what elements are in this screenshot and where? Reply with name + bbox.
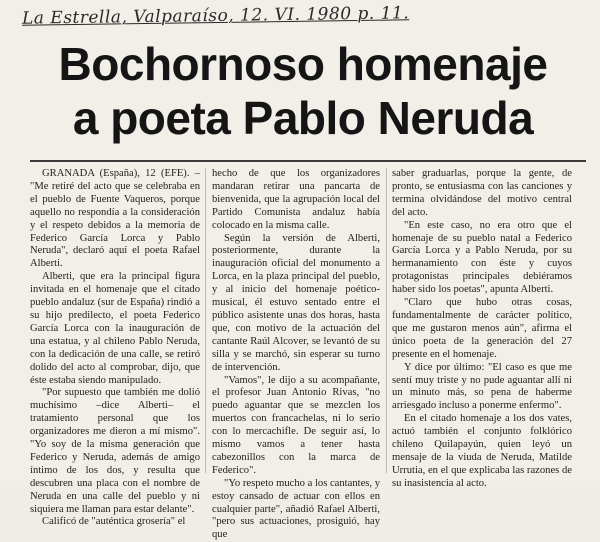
paragraph: Calificó de "auténtica grosería" el	[42, 516, 186, 528]
paragraph: "Claro que hubo otras cosas, fundamentalmente de carácter político, que me gustaron menos aún", afirma el único poeta de la generación del 27 presente en el homenaje.	[392, 297, 572, 360]
column-separator	[386, 168, 387, 473]
paragraph: hecho de que los organizadores mandaran retirar una pancarta de bienvenida, que la agrupación local del Partido Comunista andaluz había colocado en la misma calle.	[212, 168, 380, 231]
paragraph: En el citado homenaje a los dos vates, actuó también el conjunto folklórico chileno Quilapayún, quien leyó un mensaje de la viuda de Neruda, Matilde Urrutia, en el que explicaba las razones de su inasistencia al acto.	[392, 413, 572, 489]
article-headline	[38, 40, 568, 143]
headline-line-1: Bochornoso homenaje	[58, 38, 548, 90]
article-column-1	[30, 168, 200, 529]
column-separator	[205, 168, 206, 473]
article-column-3	[392, 168, 572, 491]
paragraph: saber graduarlas, porque la gente, de pronto, se entusiasma con las canciones y termina olvidándose del motivo central del acto.	[392, 168, 572, 218]
paragraph: GRANADA (España), 12 (EFE). – "Me retiré del acto que se celebraba en el pueblo de Fuente Vaqueros, porque aquello no respondía a la consideración y el respeto debidos a la memoria de Federico García Lorca y Pablo Neruda", declaró aquí el poeta Rafael Alberti.	[30, 168, 200, 270]
headline-line-2: a poeta Pablo Neruda	[72, 92, 534, 145]
paragraph: "Vamos", le dijo a su acompañante, el profesor Juan Antonio Rivas, "no puedo aguantar que se mezclen los muertos con francachelas, ni lo serio con lo mercachifle. De seguir así, lo mismo vamos a tener hasta cabezonillos con la marca de Federico".	[212, 374, 380, 476]
article-column-2	[212, 168, 380, 542]
paragraph: Según la versión de Alberti, posteriormente, durante la inauguración oficial del monumento a Lorca, en la plaza principal del pueblo, y al inicio del homenaje poético-musical, él estuvo sentado entre el público asistente unas dos horas, hasta que, con motivo de la actuación del cantante Raúl Alcover, se levantó de su silla y se marchó, sin esperar su turno de intervención.	[212, 232, 380, 373]
paragraph: Alberti, que era la principal figura invitada en el homenaje que el citado pueblo andaluz (sur de España) rindió a su hijo predilecto, el poeta Federico García Lorca con la inauguración de una estatua, y al chileno Pablo Neruda, con la dedicación de una calle, se retiró dolido del acto al comprobar, dijo, que éste estaba siendo manipulado.	[30, 271, 200, 386]
headline-divider	[30, 160, 586, 162]
paragraph: "En este caso, no era otro que el homenaje de su pueblo natal a Federico García Lorca y a Pablo Neruda, por su hermanamiento con éste y cuyos protagonistas principales debiéramos haber sido los poetas", apunta Alberti.	[392, 219, 572, 296]
paragraph: Y dice por último: "El caso es que me sentí muy triste y no pude aguantar allí ni un minuto más, so pena de haberme arriesgado incluso a ponerme enfermo".	[392, 361, 572, 412]
paragraph: "Por supuesto que también me dolió muchísimo –dice Alberti– el tratamiento personal que los organizadores me dieron a mí mismo". "Yo soy de la misma generación que Federico y Neruda, además de amigo íntimo de los dos, y resulta que descubren una placa con el nombre de Neruda en una calle del pueblo y ni siquiera me llaman para estar delante".	[30, 387, 200, 515]
paragraph: "Yo respeto mucho a los cantantes, y estoy cansado de actuar con ellos en cualquier parte", añadió Rafael Alberti, "pero sus actuaciones, prosiguió, hay que	[212, 477, 380, 541]
handwritten-source-note: La Estrella, Valparaíso, 12. VI. 1980 p. 11.	[21, 3, 410, 29]
